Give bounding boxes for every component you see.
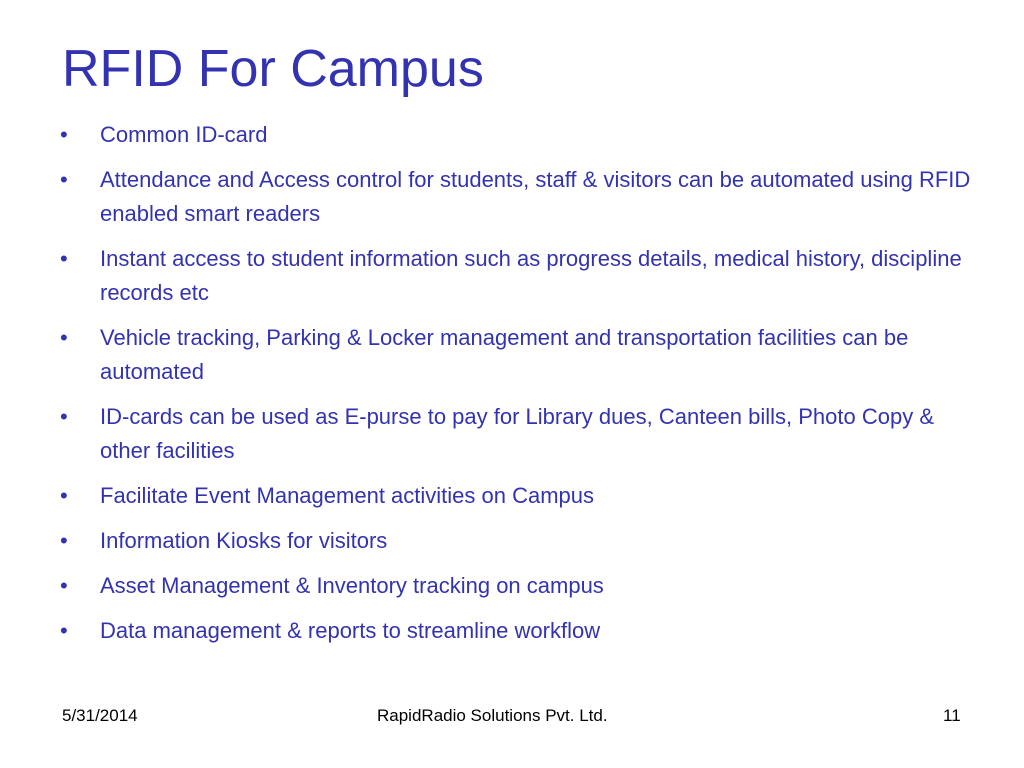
bullet-text: Information Kiosks for visitors — [100, 528, 388, 553]
bullet-text: Asset Management & Inventory tracking on campus — [100, 573, 604, 598]
bullet-text: Attendance and Access control for students, staff & visitors can be automated using RFID enabled smart readers — [100, 167, 971, 226]
bullet-item — [60, 614, 980, 648]
bullet-list — [60, 118, 980, 659]
bullet-text: Instant access to student information such as progress details, medical history, discipline records etc — [100, 246, 962, 305]
bullet-item — [60, 569, 980, 603]
bullet-text: Data management & reports to streamline workflow — [100, 618, 601, 643]
bullet-item — [60, 524, 980, 558]
bullet-icon: • — [60, 528, 68, 553]
bullet-icon: • — [60, 246, 68, 271]
bullet-icon: • — [60, 483, 68, 508]
bullet-icon: • — [60, 404, 68, 429]
slide-title: RFID For Campus — [62, 40, 484, 98]
footer-date: 5/31/2014 — [62, 706, 138, 725]
bullet-icon: • — [60, 122, 68, 147]
bullet-item — [60, 242, 980, 310]
bullet-item — [60, 118, 980, 152]
bullet-item — [60, 479, 980, 513]
bullet-text: Facilitate Event Management activities on Campus — [100, 483, 595, 508]
bullet-icon: • — [60, 167, 68, 192]
footer-company: RapidRadio Solutions Pvt. Ltd. — [377, 706, 608, 725]
footer-page-number: 11 — [943, 706, 961, 725]
bullet-text: Common ID-card — [100, 122, 268, 147]
bullet-icon: • — [60, 573, 68, 598]
bullet-item — [60, 400, 980, 468]
bullet-item — [60, 321, 980, 389]
bullet-text: Vehicle tracking, Parking & Locker management and transportation facilities can be automated — [100, 325, 909, 384]
bullet-item — [60, 163, 980, 231]
bullet-icon: • — [60, 325, 68, 350]
bullet-icon: • — [60, 618, 68, 643]
bullet-text: ID-cards can be used as E-purse to pay for Library dues, Canteen bills, Photo Copy & other facilities — [100, 404, 934, 463]
